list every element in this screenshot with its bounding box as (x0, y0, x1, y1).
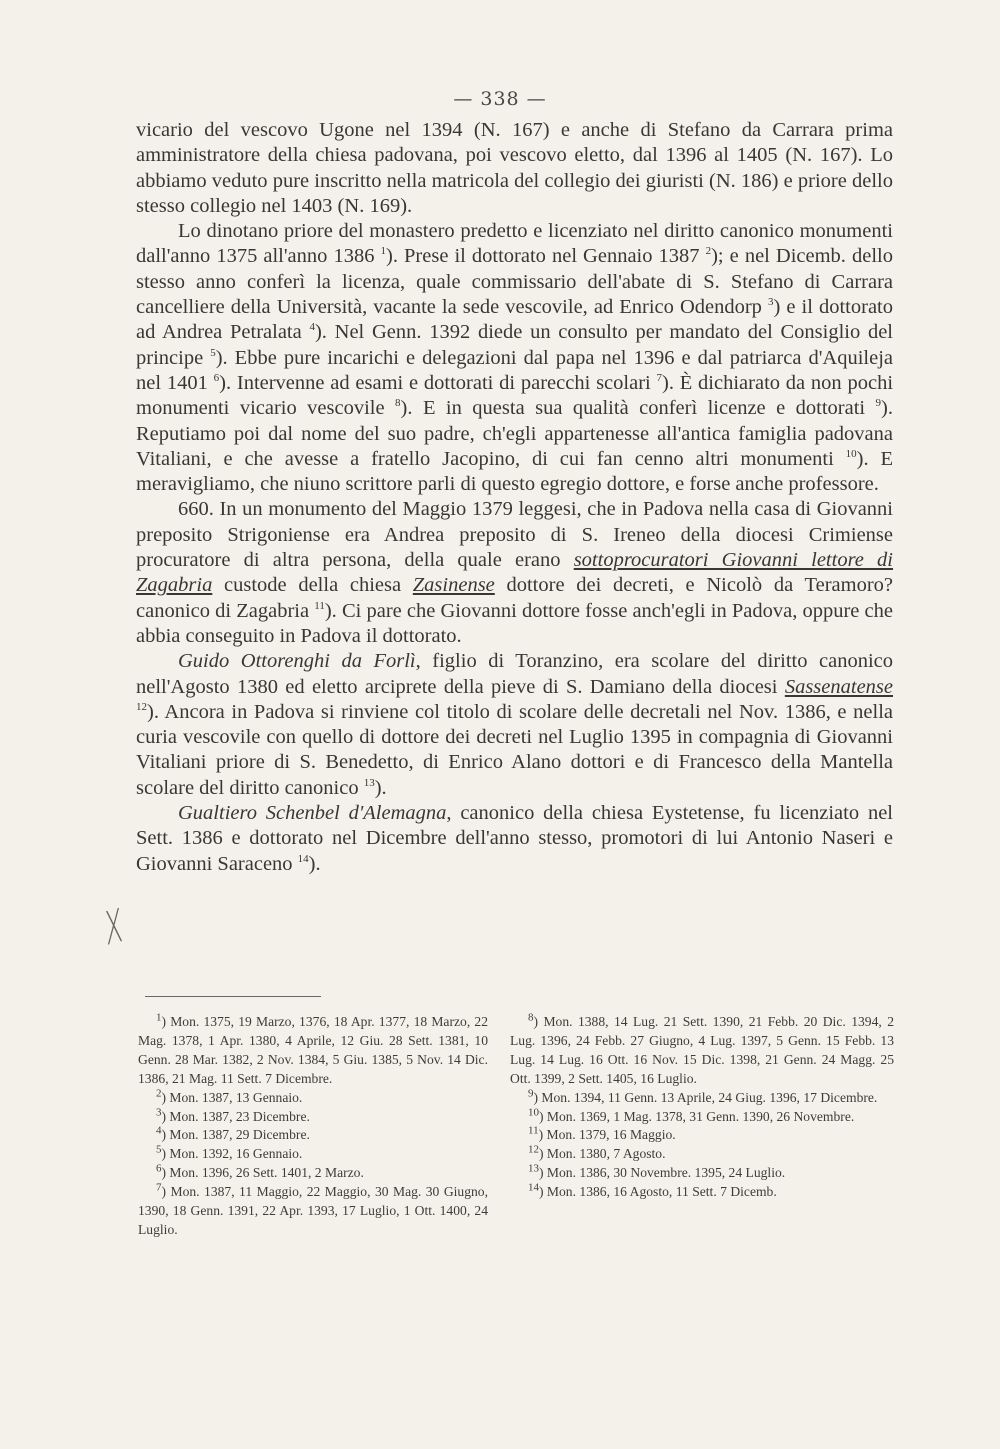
main-text (136, 118, 893, 877)
footnote: $^7$) Mon. 1387, 11 Maggio, 22 Maggio, 30 Mag. 30 Giugno, 1390, 18 Genn. 1391, 22 Apr. 1393, 17 Luglio, 1 Ott. 1400, 24 Luglio. (138, 1181, 488, 1237)
footnote: $^9$) Mon. 1394, 11 Genn. 13 Aprile, 24 Giug. 1396, 17 Dicembre. (528, 1087, 878, 1105)
footnote: $^{14}$) Mon. 1386, 16 Agosto, 11 Sett. 7 Dicemb. (528, 1181, 777, 1200)
footnote-ref[interactable]: 9 (875, 397, 882, 410)
paragraph-1: vicario del vescovo Ugone nel 1394 (N. 167) e anche di Stefano da Carrara prima amministratore della chiesa padovana, poi vescovo eletto, dal 1396 al 1405 (N. 167). Lo abbiamo veduto pure inscritto nella matricola del collegio dei giuristi (N. 186) e priore dello stesso collegio nel 1403 (N. 169). (136, 119, 893, 217)
footnote: $^3$) Mon. 1387, 23 Dicembre. (156, 1106, 310, 1124)
paragraph-2: Lo dinotano priore del monastero predetto e licenziato nel diritto canonico monumenti dall'anno 1375 all'anno 1386 $^1$). Prese il dottorato nel Gennaio 1387 $^2$); e nel Dicemb. dello stesso anno conferì la licenza, quale commissario dell'abate di S. Stefano di Carrara cancelliere della Università, vacante la sede vescovile, ad Enrico Odendorp $^3$) e il dottorato ad Andrea Petralata $^4$). Nel Genn. 1392 diede un consulto per mandato del Consiglio del principe $^5$). Ebbe pure incarichi e delegazioni dal papa nel 1396 e dal patriarca d'Aquileja nel 1401 $^6$). Intervenne ad esami e dottorati di parecchi scolari $^7$). È dichiarato da non pochi monumenti vicario vescovile $^8$). E in questa sua qualità conferì licenze e dottorati $^9$). Reputiamo poi dal nome del suo padre, ch'egli appartenesse all'antica famiglia padovana Vitaliani, e che avesse a fratello Jacopino, di cui fan cenno altri monumenti $^{10}$). E meravigliamo, che niuno scrittore parli di questo egregio dottore, e forse anche professore. (136, 220, 894, 496)
footnote: $^4$) Mon. 1387, 29 Dicembre. (156, 1124, 310, 1143)
paragraph-3: 660. In un monumento del Maggio 1379 leggesi, che in Padova nella casa di Giovanni preposito Strigoniense era Andrea preposito di S. Ireneo della diocesi Crimiense procuratore di altra persona, della quale erano sottoprocuratori Giovanni lettore di Zagabria custode della chiesa Zasinense dottore dei decreti, e Nicolò da Teramoro? canonico di Zagabria $^{11}$). Ci pare che Giovanni dottore fosse anch'egli in Padova, oppure che abbia conseguito in Padova il dottorato. (136, 498, 894, 647)
footnote: $^6$) Mon. 1396, 26 Sett. 1401, 2 Marzo. (156, 1162, 364, 1181)
footnote: $^{12}$) Mon. 1380, 7 Agosto. (528, 1143, 666, 1162)
footnote-ref[interactable]: 8 (395, 397, 401, 410)
footnote-ref[interactable]: 6 (213, 372, 220, 385)
footnote: $^5$) Mon. 1392, 16 Gennaio. (156, 1143, 303, 1162)
person-name: Gualtiero Schenbel d'Alemagna (178, 802, 447, 825)
page-number: — 338 — (453, 88, 547, 110)
footnote-rule (145, 996, 321, 997)
footnote: $^{10}$) Mon. 1369, 1 Mag. 1378, 31 Genn. 1390, 26 Novembre. (528, 1106, 855, 1124)
footnote-ref[interactable]: 7 (656, 372, 663, 385)
footnote-ref[interactable]: 12 (136, 701, 147, 713)
footnote-ref[interactable]: 11 (314, 599, 325, 612)
footnote: $^{11}$) Mon. 1379, 16 Maggio. (528, 1124, 676, 1143)
footnote-ref[interactable]: 5 (210, 346, 216, 359)
footnotes-left-column (138, 1013, 488, 1240)
margin-annotation: X (103, 898, 125, 956)
footnote: $^1$) Mon. 1375, 19 Marzo, 1376, 18 Apr. 1377, 18 Marzo, 22 Mag. 1378, 1 Apr. 1380, 4 Aprile, 12 Giu. 28 Sett. 1381, 10 Genn. 28 Mar. 1382, 2 Nov. 1384, 5 Giu. 1385, 5 Nov. 14 Dic. 1386, 21 Mag. 11 Sett. 7 Dicembre. (138, 1011, 488, 1086)
paragraph-4: Guido Ottorenghi da Forlì, figlio di Toranzino, era scolare del diritto canonico nell'Agosto 1380 ed eletto arciprete della pieve di S. Damiano della diocesi Sassenatense $^{12}$). Ancora in Padova si rinviene col titolo di scolare delle decretali nel Nov. 1386, e nella curia vescovile con quello di dottore dei decreti nel Luglio 1395 in compagnia di Giovanni Vitaliani priore di S. Benedetto, di Enrico Alano dottori e di Francesco della Mantella scolare del diritto canonico $^{13}$). (136, 650, 893, 799)
footnote-ref[interactable]: 4 (309, 321, 315, 334)
emphasis: Sassenatense (784, 675, 893, 698)
footnote: $^{13}$) Mon. 1386, 30 Novembre. 1395, 24 Luglio. (528, 1162, 786, 1181)
emphasis: Zasinense (412, 574, 495, 597)
footnote: $^2$) Mon. 1387, 13 Gennaio. (156, 1087, 303, 1105)
footnote-ref[interactable]: 13 (363, 776, 375, 789)
person-name: Guido Ottorenghi da Forlì (178, 650, 416, 673)
footnote-ref[interactable]: 2 (705, 245, 712, 258)
emphasis: sottoprocuratori Giovanni lettore di Zagabria (136, 549, 894, 597)
footnote-ref[interactable]: 1 (380, 245, 387, 258)
footnotes-right-column (510, 1013, 894, 1202)
footnote-ref[interactable]: 10 (845, 448, 857, 461)
footnote-ref[interactable]: 3 (768, 296, 774, 309)
footnote-ref[interactable]: 14 (297, 852, 309, 865)
footnote: $^8$) Mon. 1388, 14 Lug. 21 Sett. 1390, 21 Febb. 20 Dic. 1394, 2 Lug. 1396, 24 Febb. 27 Giugno, 4 Lug. 1397, 5 Genn. 15 Febb. 13 Lug. 14 Lug. 16 Ott. 16 Nov. 15 Dic. 1398, 21 Genn. 24 Magg. 25 Ott. 1399, 2 Sett. 1405, 16 Luglio. (510, 1011, 894, 1086)
paragraph-5: Gualtiero Schenbel d'Alemagna, canonico della chiesa Eystetense, fu licenziato nel Sett. 1386 e dottorato nel Dicembre dell'anno stesso, promotori di lui Antonio Naseri e Giovanni Saraceno $^{14}$). (136, 802, 893, 875)
